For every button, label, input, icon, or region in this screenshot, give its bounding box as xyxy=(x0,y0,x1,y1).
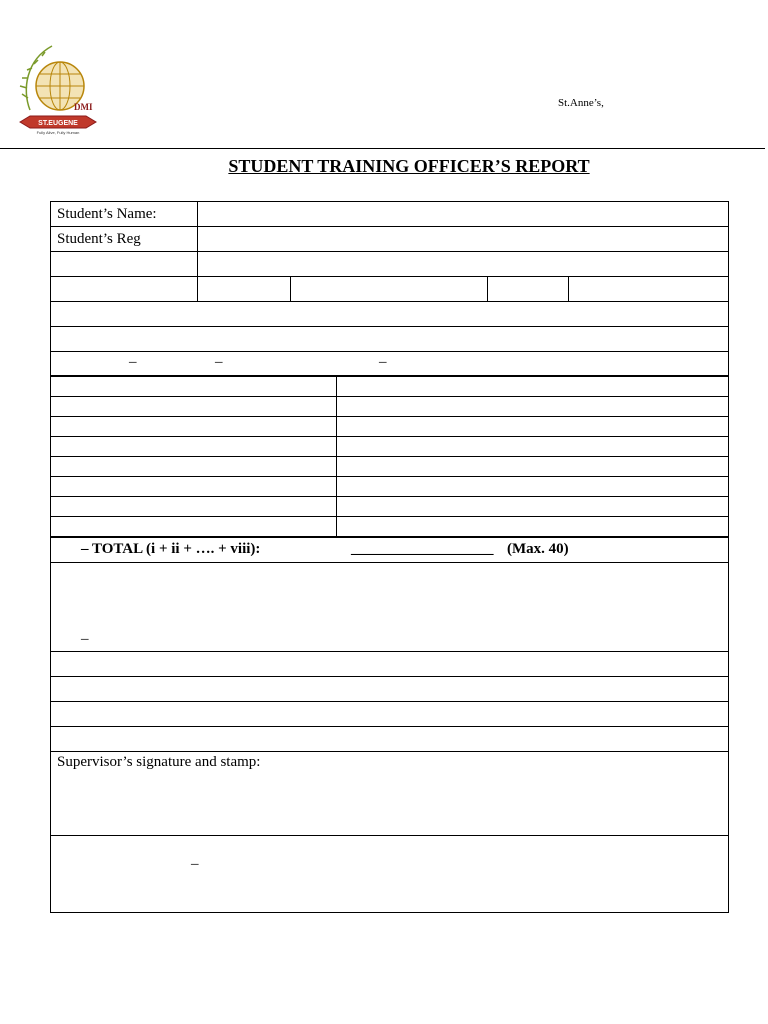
form-cell[interactable] xyxy=(488,277,569,302)
dash-mark: – xyxy=(191,856,199,872)
form-cell[interactable] xyxy=(51,677,729,702)
dash-mark: – xyxy=(379,354,387,370)
logo-dmi-text: DMI xyxy=(74,102,93,112)
student-reg-label: Student’s Reg xyxy=(51,227,198,252)
summary-table xyxy=(50,537,729,913)
table-row xyxy=(51,517,729,537)
final-row xyxy=(51,836,729,913)
form-cell[interactable] xyxy=(51,327,729,352)
score-criterion-cell xyxy=(51,477,337,497)
remarks-cell[interactable] xyxy=(51,563,729,652)
table-row xyxy=(51,727,729,752)
total-cell xyxy=(51,538,729,563)
dash-mark: – xyxy=(81,631,89,647)
table-row xyxy=(51,457,729,477)
score-value-cell[interactable] xyxy=(337,417,729,437)
total-label: – TOTAL (i + ii + …. + viii): xyxy=(81,541,261,557)
logo-banner-text: ST.EUGENE xyxy=(38,120,78,127)
table-row xyxy=(51,377,729,397)
table-row xyxy=(51,497,729,517)
table-row xyxy=(51,677,729,702)
table-row xyxy=(51,302,729,327)
score-value-cell[interactable] xyxy=(337,457,729,477)
table-row xyxy=(51,477,729,497)
student-reg-field[interactable] xyxy=(198,227,729,252)
score-value-cell[interactable] xyxy=(337,477,729,497)
score-criterion-cell xyxy=(51,497,337,517)
form-cell xyxy=(51,277,198,302)
form-cell[interactable] xyxy=(569,277,729,302)
table-row xyxy=(51,702,729,727)
table-row xyxy=(51,227,729,252)
form-cell[interactable] xyxy=(51,302,729,327)
table-row xyxy=(51,202,729,227)
table-row xyxy=(51,327,729,352)
blank-field-cell[interactable] xyxy=(198,252,729,277)
score-criterion-cell xyxy=(51,377,337,397)
score-criterion-cell xyxy=(51,437,337,457)
score-criterion-cell xyxy=(51,517,337,537)
report-form xyxy=(50,201,728,909)
blank-label-cell xyxy=(51,252,198,277)
college-logo xyxy=(16,40,98,136)
student-name-label: Student’s Name: xyxy=(51,202,198,227)
table-row xyxy=(51,397,729,417)
score-value-cell[interactable] xyxy=(337,437,729,457)
score-value-cell[interactable] xyxy=(337,397,729,417)
dash-mark: – xyxy=(129,354,137,370)
table-row xyxy=(51,252,729,277)
signature-cell[interactable] xyxy=(51,752,729,836)
header-divider xyxy=(0,148,765,149)
score-value-cell[interactable] xyxy=(337,497,729,517)
header-address: St.Anne’s, xyxy=(558,97,604,109)
form-cell[interactable] xyxy=(51,652,729,677)
table-row xyxy=(51,417,729,437)
signature-row xyxy=(51,752,729,836)
student-name-field[interactable] xyxy=(198,202,729,227)
dash-mark: – xyxy=(215,354,223,370)
table-row xyxy=(51,352,729,376)
score-criterion-cell xyxy=(51,457,337,477)
dash-row xyxy=(51,352,729,376)
score-criterion-cell xyxy=(51,397,337,417)
form-cell[interactable] xyxy=(291,277,488,302)
total-max: (Max. 40) xyxy=(507,541,569,557)
page-title: STUDENT TRAINING OFFICER’S REPORT xyxy=(228,156,590,176)
remarks-row xyxy=(51,563,729,652)
form-cell[interactable] xyxy=(51,727,729,752)
logo-motto-text: Fully Alive, Fully Human xyxy=(36,130,80,135)
scoring-table xyxy=(50,376,729,537)
total-blank[interactable]: ___________________ xyxy=(351,541,494,557)
form-cell[interactable] xyxy=(51,702,729,727)
final-cell[interactable] xyxy=(51,836,729,913)
total-row xyxy=(51,538,729,563)
table-row xyxy=(51,652,729,677)
table-row xyxy=(51,277,729,302)
signature-label: Supervisor’s signature and stamp: xyxy=(57,754,261,770)
score-value-cell[interactable] xyxy=(337,377,729,397)
form-cell[interactable] xyxy=(198,277,291,302)
score-criterion-cell xyxy=(51,417,337,437)
identity-table xyxy=(50,201,729,376)
table-row xyxy=(51,437,729,457)
score-value-cell[interactable] xyxy=(337,517,729,537)
